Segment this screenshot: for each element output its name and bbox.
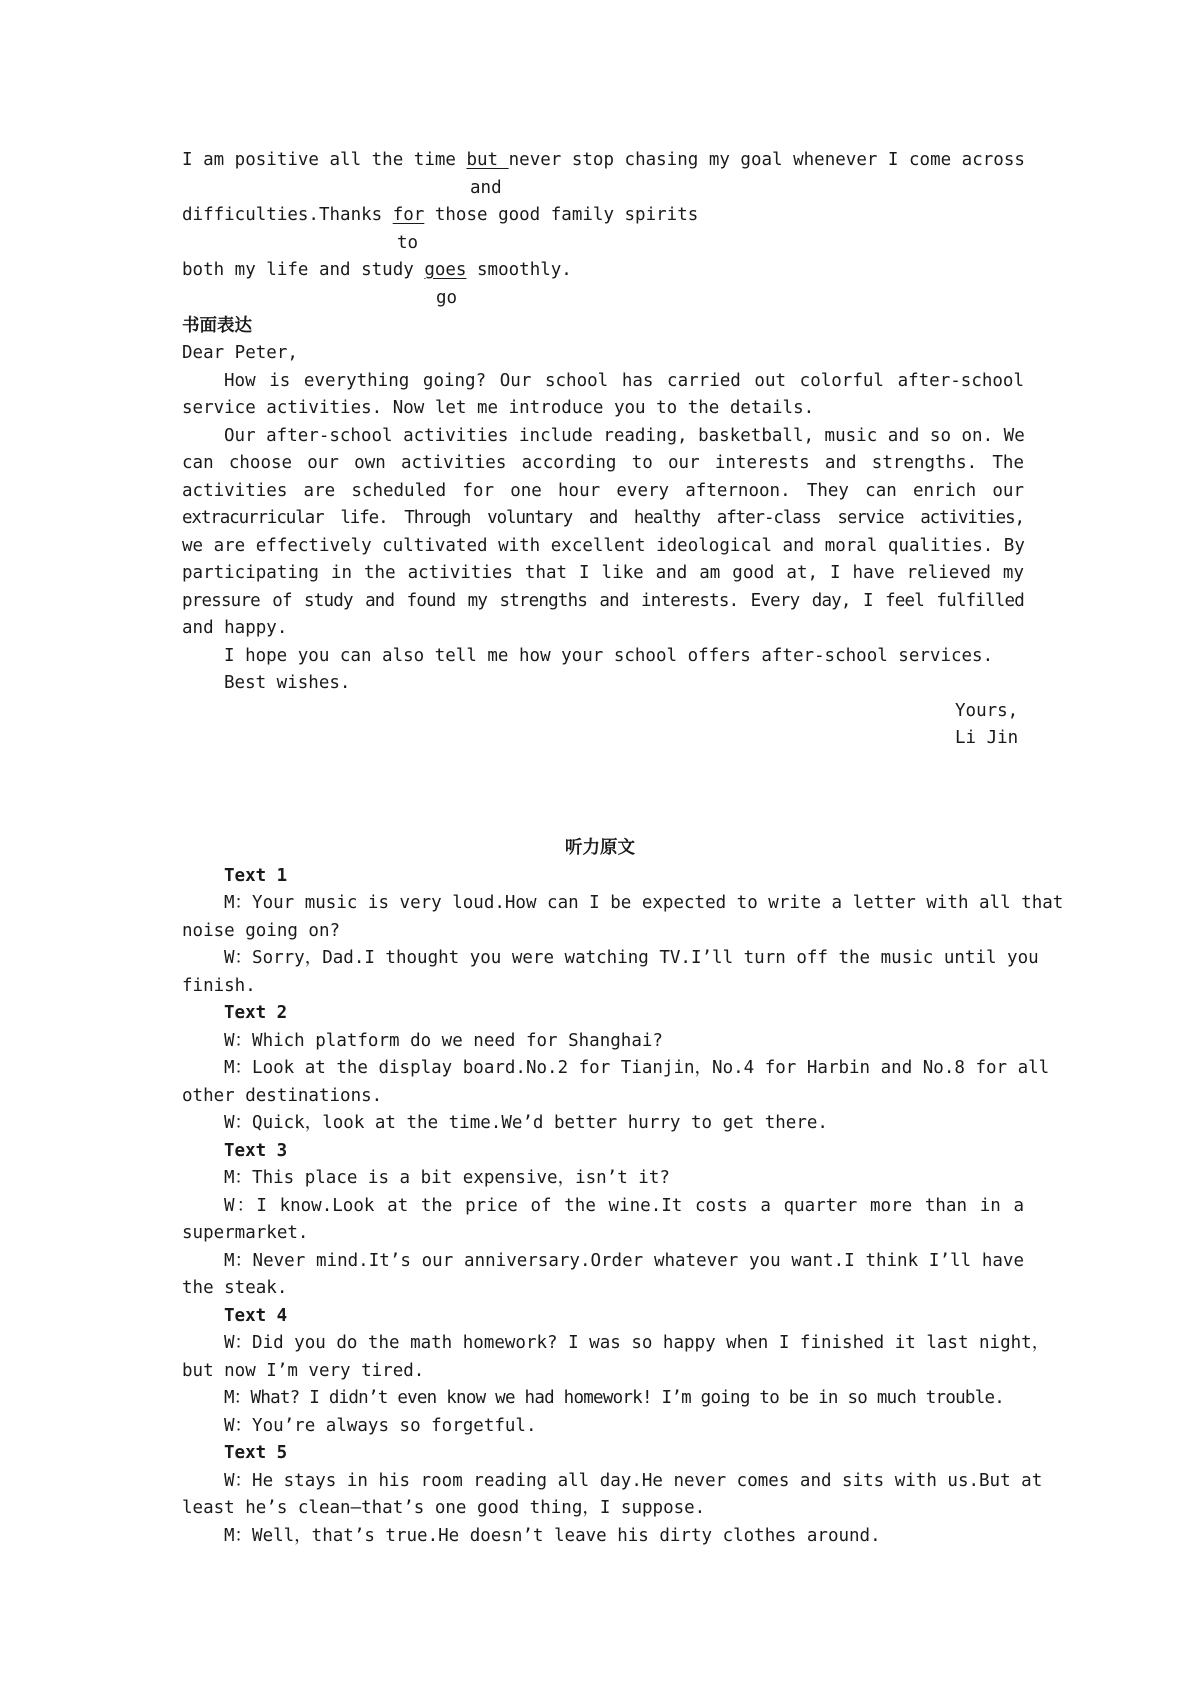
letter-line: I hope you can also tell me how your school offers after-school services. xyxy=(224,646,994,666)
dialogue-line: supermarket. xyxy=(182,1223,309,1243)
letter-line: pressure of study and found my strengths and interests. Every day, I feel fulfilled xyxy=(182,591,1024,611)
text-label: Text 5 xyxy=(224,1443,288,1463)
dialogue-line: noise going on? xyxy=(182,921,341,941)
letter-line: Our after-school activities include reading, basketball, music and so on. We xyxy=(224,426,1025,446)
correction-line-1 xyxy=(182,146,1025,174)
correction-answer-3: go xyxy=(436,288,458,308)
dialogue-line: M：What? I didn’t even know we had homework! I’m going to be in so much trouble. xyxy=(224,1388,1005,1408)
dialogue-line: but now I’m very tired. xyxy=(182,1361,425,1381)
text-label: Text 3 xyxy=(224,1141,288,1161)
correction-line-2 xyxy=(182,201,698,229)
letter-line: and happy. xyxy=(182,618,288,638)
dialogue-line: other destinations. xyxy=(182,1086,383,1106)
dialogue-line: M：Look at the display board.No.2 for Tianjin，No.4 for Harbin and No.8 for all xyxy=(224,1058,1050,1078)
text-segment: difficulties.Thanks xyxy=(182,205,393,225)
text-segment: both my life and study xyxy=(182,260,425,280)
correction-mark: but xyxy=(466,150,509,170)
dialogue-line: the steak. xyxy=(182,1278,288,1298)
letter-line: Best wishes. xyxy=(224,673,351,693)
dialogue-line: W：Sorry，Dad.I thought you were watching TV.I’ll turn off the music until you xyxy=(224,948,1039,968)
correction-mark: for xyxy=(392,205,425,225)
dialogue-line: W：You’re always so forgetful. xyxy=(224,1416,537,1436)
text-segment: those good family spirits xyxy=(424,205,699,225)
letter-signature: Li Jin xyxy=(955,728,1019,748)
dialogue-line: M：Never mind.It’s our anniversary.Order whatever you want.I think I’ll have xyxy=(224,1251,1024,1271)
dialogue-line: M：This place is a bit expensive，isn’t it? xyxy=(224,1168,670,1188)
dialogue-line: W：Quick，look at the time.We’d better hurry to get there. xyxy=(224,1113,828,1133)
text-segment: I am positive all the time xyxy=(182,150,467,170)
correction-mark: goes xyxy=(424,260,467,280)
letter-line: activities are scheduled for one hour every afternoon. They can enrich our xyxy=(182,481,1024,501)
dialogue-line: W：Did you do the math homework? I was so happy when I finished it last night， xyxy=(224,1333,1050,1353)
dialogue-line: W：He stays in his room reading all day.He never comes and sits with us.But at xyxy=(224,1471,1043,1491)
letter-line: service activities. Now let me introduce you to the details. xyxy=(182,398,815,418)
dialogue-line: M：Your music is very loud.How can I be expected to write a letter with all that xyxy=(224,893,1064,913)
letter-line: participating in the activities that I like and am good at, I have relieved my xyxy=(182,563,1024,583)
correction-answer-1: and xyxy=(470,178,502,198)
letter-salutation: Dear Peter, xyxy=(182,343,298,363)
letter-closing: Yours, xyxy=(955,701,1019,721)
dialogue-line: M：Well，that’s true.He doesn’t leave his dirty clothes around. xyxy=(224,1526,881,1546)
letter-line: can choose our own activities according to our interests and strengths. The xyxy=(182,453,1024,473)
correction-line-3 xyxy=(182,256,572,284)
letter-line: How is everything going? Our school has carried out colorful after-school xyxy=(224,371,1024,391)
section-title-listening: 听力原文 xyxy=(565,838,635,858)
dialogue-line: W：Which platform do we need for Shanghai? xyxy=(224,1031,663,1051)
correction-answer-2: to xyxy=(397,233,419,253)
text-segment: smoothly. xyxy=(466,260,572,280)
dialogue-line: W：I know.Look at the price of the wine.It costs a quarter more than in a xyxy=(224,1196,1024,1216)
text-segment: never stop chasing my goal whenever I come across xyxy=(508,150,1025,170)
letter-line: extracurricular life. Through voluntary and healthy after-class service activities, xyxy=(182,508,1024,528)
dialogue-line: least he’s clean—that’s one good thing，I suppose. xyxy=(182,1498,706,1518)
letter-line: we are effectively cultivated with excellent ideological and moral qualities. By xyxy=(182,536,1025,556)
text-label: Text 1 xyxy=(224,866,288,886)
section-heading-writing: 书面表达 xyxy=(182,316,252,336)
dialogue-line: finish. xyxy=(182,976,256,996)
text-label: Text 2 xyxy=(224,1003,288,1023)
text-label: Text 4 xyxy=(224,1306,288,1326)
